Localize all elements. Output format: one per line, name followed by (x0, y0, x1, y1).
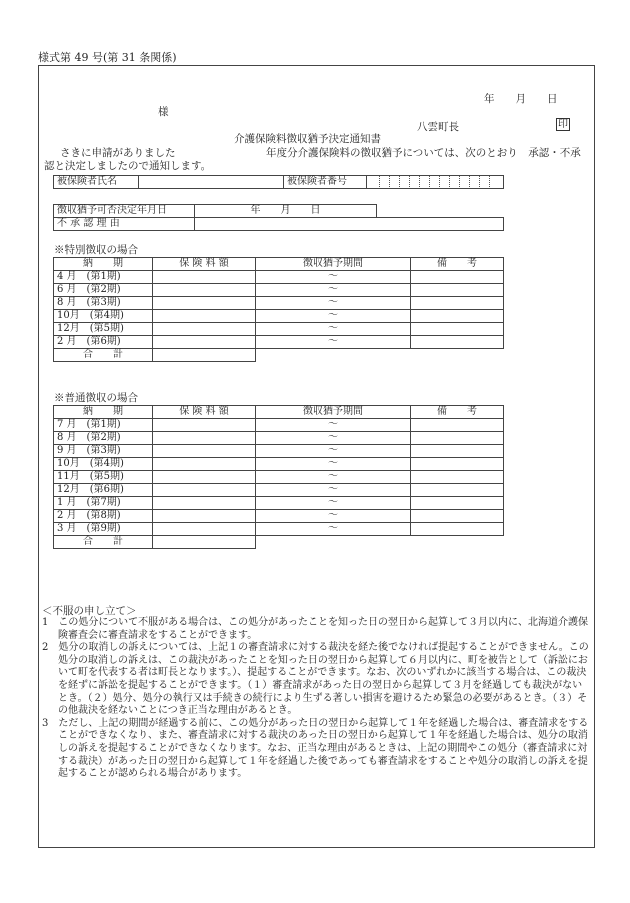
notes-cell[interactable] (411, 271, 504, 284)
col-notes: 備 考 (411, 406, 504, 419)
rejection-reason-label: 不 承 認 理 由 (54, 218, 195, 231)
rejection-reason-field[interactable] (195, 218, 504, 231)
insured-table (53, 175, 504, 189)
period-cell: ～ (256, 523, 411, 536)
intro-line1-right: 年度分介護保険料の徴収猶予については、次のとおり 承認・不承 (266, 147, 581, 159)
decision-date-label: 徴収猶予可否決定年月日 (54, 205, 195, 218)
special-row (54, 284, 504, 297)
special-row (54, 323, 504, 336)
period-cell: ～ (256, 323, 411, 336)
total-row (54, 536, 504, 549)
notes-cell[interactable] (411, 445, 504, 458)
col-period: 徴収猶予期間 (256, 258, 411, 271)
amount-cell[interactable] (153, 284, 256, 297)
appeal-item-1: 1 この処分について不服がある場合は、この処分があったことを知った日の翌日から起算して３月以内に、北海道介護保険審査会に審査請求をすることができます。 (42, 617, 589, 641)
due-cell: 8 月 (第3期) (54, 297, 153, 310)
due-cell: 12月 (第5期) (54, 323, 153, 336)
insured-name-label: 被保険者氏名 (54, 176, 139, 189)
decision-table (53, 204, 504, 231)
due-cell: 10月 (第4期) (54, 310, 153, 323)
decision-blank (377, 205, 504, 218)
col-due: 納 期 (54, 406, 153, 419)
notes-cell[interactable] (411, 432, 504, 445)
appeal-item-2: 2 処分の取消しの訴えについては、上記１の審査請求に対する裁決を経た後でなければ提起することができません。この処分の取消しの訴えは、この裁決があったことを知った日の翌日から起算して６月以内に、町を被告として（訴訟において町を代表する者は町長となります。）、提起することができます。なお、次のいずれかに該当する場合は、この裁決を経ずに訴訟を提起することができます。（１）審査請求があった日の翌日から起算して３月を経過しても裁決がないとき。（２）処分、処分の執行又は手続きの続行により生ずる著しい損害を避けるため緊急の必要があるとき。（３）その他裁決を経ないことにつき正当な理由があるとき。 (42, 642, 589, 717)
period-cell: ～ (256, 510, 411, 523)
period-cell: ～ (256, 284, 411, 297)
period-cell: ～ (256, 336, 411, 349)
document-title: 介護保険料徴収猶予決定通知書 (234, 133, 381, 145)
total-label: 合 計 (54, 349, 153, 362)
col-amount: 保 険 料 額 (153, 258, 256, 271)
intro-line2: 認と決定しましたので通知します。 (44, 160, 212, 172)
notes-cell[interactable] (411, 323, 504, 336)
notes-cell[interactable] (411, 458, 504, 471)
due-cell: 11月 (第5期) (54, 471, 153, 484)
period-cell: ～ (256, 271, 411, 284)
issue-date: 年 月 日 (484, 93, 558, 105)
period-cell: ～ (256, 297, 411, 310)
total-label: 合 計 (54, 536, 153, 549)
amount-cell[interactable] (153, 445, 256, 458)
notes-cell[interactable] (411, 497, 504, 510)
due-cell: 1 月 (第7期) (54, 497, 153, 510)
amount-cell[interactable] (153, 336, 256, 349)
appeal-item-3: 3 ただし、上記の期間が経過する前に、この処分があった日の翌日から起算して１年を経過した場合は、審査請求をすることができなくなり、また、審査請求に対する裁決のあった日の翌日から起算して１年を経過した場合は、処分の取消しの訴えを提起することができなくなります。なお、正当な理由があるときは、上記の期間やこの処分（審査請求に対する裁決）があった日の翌日から起算して１年を経過した後であっても審査請求をすることや処分の取消しの訴えを提起することが認められる場合があります。 (42, 717, 589, 780)
special-row (54, 271, 504, 284)
amount-cell[interactable] (153, 271, 256, 284)
total-blank (256, 536, 504, 549)
amount-cell[interactable] (153, 484, 256, 497)
seal-text: 印 (558, 119, 568, 130)
amount-cell[interactable] (153, 497, 256, 510)
amount-cell[interactable] (153, 471, 256, 484)
ordinary-row (54, 445, 504, 458)
col-due: 納 期 (54, 258, 153, 271)
ordinary-row (54, 484, 504, 497)
due-cell: 12月 (第6期) (54, 484, 153, 497)
notes-cell[interactable] (411, 310, 504, 323)
total-row (54, 349, 504, 362)
total-blank (256, 349, 504, 362)
special-header-row (54, 258, 504, 271)
notes-cell[interactable] (411, 471, 504, 484)
issuer-name: 八雲町長 (417, 121, 459, 133)
total-amount-cell[interactable] (153, 536, 256, 549)
notes-cell[interactable] (411, 523, 504, 536)
notes-cell[interactable] (411, 419, 504, 432)
period-cell: ～ (256, 497, 411, 510)
ordinary-row (54, 432, 504, 445)
decision-date-value: 年 月 日 (195, 205, 377, 218)
ordinary-row (54, 523, 504, 536)
ordinary-row (54, 497, 504, 510)
period-cell: ～ (256, 310, 411, 323)
notes-cell[interactable] (411, 484, 504, 497)
recipient-suffix: 様 (158, 106, 169, 118)
due-cell: 7 月 (第1期) (54, 419, 153, 432)
col-period: 徴収猶予期間 (256, 406, 411, 419)
ordinary-row (54, 471, 504, 484)
special-row (54, 297, 504, 310)
ordinary-row (54, 419, 504, 432)
special-row (54, 310, 504, 323)
due-cell: 9 月 (第3期) (54, 445, 153, 458)
period-cell: ～ (256, 432, 411, 445)
col-notes: 備 考 (411, 258, 504, 271)
amount-cell[interactable] (153, 419, 256, 432)
due-cell: 2 月 (第8期) (54, 510, 153, 523)
notes-cell[interactable] (411, 297, 504, 310)
col-amount: 保 険 料 額 (153, 406, 256, 419)
form-number: 様式第 49 号(第 31 条関係) (38, 51, 177, 64)
ordinary-row (54, 458, 504, 471)
period-cell: ～ (256, 445, 411, 458)
ordinary-heading: ※普通徴収の場合 (54, 392, 138, 404)
amount-cell[interactable] (153, 458, 256, 471)
due-cell: 10月 (第4期) (54, 458, 153, 471)
intro-line1-left: さきに申請がありました (60, 147, 176, 159)
period-cell: ～ (256, 471, 411, 484)
notes-cell[interactable] (411, 510, 504, 523)
due-cell: 3 月 (第9期) (54, 523, 153, 536)
period-cell: ～ (256, 484, 411, 497)
due-cell: 2 月 (第6期) (54, 336, 153, 349)
ordinary-table (53, 405, 504, 549)
seal-mark (556, 118, 570, 131)
notes-cell[interactable] (411, 336, 504, 349)
amount-cell[interactable] (153, 432, 256, 445)
due-cell: 6 月 (第2期) (54, 284, 153, 297)
insured-number-label: 被保険者番号 (284, 176, 367, 189)
amount-cell[interactable] (153, 523, 256, 536)
amount-cell[interactable] (153, 323, 256, 336)
insured-number-field[interactable] (367, 176, 504, 189)
amount-cell[interactable] (153, 297, 256, 310)
appeal-heading: ＜不服の申し立て＞ (42, 605, 137, 617)
due-cell: 8 月 (第2期) (54, 432, 153, 445)
total-amount-cell[interactable] (153, 349, 256, 362)
special-table (53, 257, 504, 362)
amount-cell[interactable] (153, 310, 256, 323)
insured-name-field[interactable] (139, 176, 284, 189)
notes-cell[interactable] (411, 284, 504, 297)
amount-cell[interactable] (153, 510, 256, 523)
appeal-notes (42, 617, 592, 781)
period-cell: ～ (256, 419, 411, 432)
special-row (54, 336, 504, 349)
period-cell: ～ (256, 458, 411, 471)
ordinary-header-row (54, 406, 504, 419)
ordinary-row (54, 510, 504, 523)
special-heading: ※特別徴収の場合 (54, 244, 138, 256)
due-cell: 4 月 (第1期) (54, 271, 153, 284)
